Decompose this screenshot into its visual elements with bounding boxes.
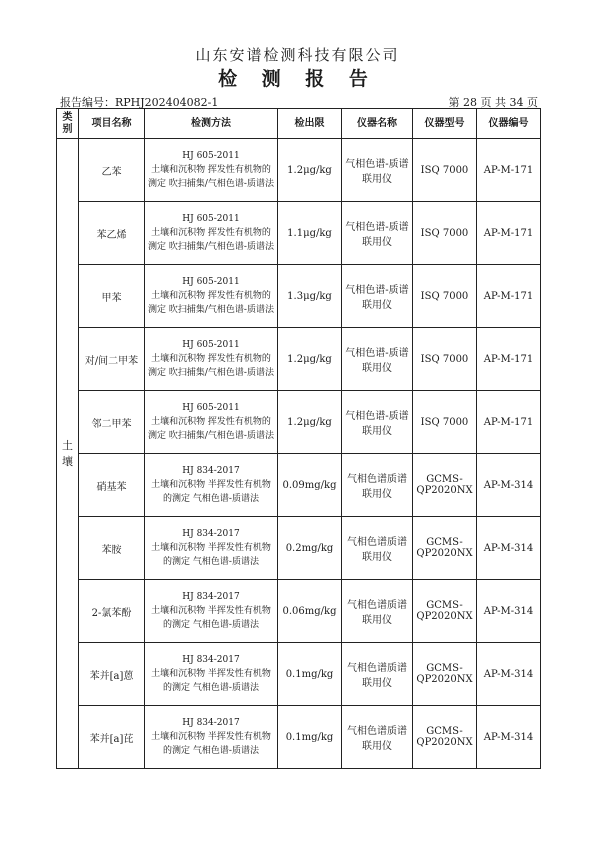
item-name-cell: 邻二甲苯 (79, 391, 145, 454)
table-header-row (57, 109, 541, 139)
column-header: 检测方法 (145, 109, 278, 139)
detection-limit-cell: 1.2μg/kg (278, 139, 342, 202)
method-cell (145, 580, 278, 643)
method-standard: HJ 605-2011 (182, 340, 240, 350)
method-standard: HJ 834-2017 (182, 655, 240, 665)
instrument-name-cell: 气相色谱质谱联用仪 (342, 580, 413, 643)
instrument-code-cell: AP-M-171 (477, 265, 541, 328)
item-name-cell: 2-氯苯酚 (79, 580, 145, 643)
page-indicator: 第 28 页 共 34 页 (448, 96, 538, 109)
instrument-name-cell: 气相色谱质谱联用仪 (342, 517, 413, 580)
instrument-code-cell: AP-M-314 (477, 706, 541, 769)
method-standard: HJ 834-2017 (182, 592, 240, 602)
method-cell (145, 328, 278, 391)
method-description: 土壤和沉积物 挥发性有机物的测定 吹扫捕集/气相色谱-质谱法 (148, 165, 274, 189)
column-header: 仪器名称 (342, 109, 413, 139)
method-standard: HJ 834-2017 (182, 466, 240, 476)
method-standard: HJ 834-2017 (182, 529, 240, 539)
instrument-model-cell: GCMS-QP2020NX (413, 706, 477, 769)
instrument-code-cell: AP-M-171 (477, 328, 541, 391)
instrument-model-cell: ISQ 7000 (413, 328, 477, 391)
method-cell (145, 202, 278, 265)
detection-limit-cell: 0.1mg/kg (278, 643, 342, 706)
item-name-cell: 硝基苯 (79, 454, 145, 517)
instrument-code-cell: AP-M-314 (477, 643, 541, 706)
instrument-model-cell: GCMS-QP2020NX (413, 643, 477, 706)
method-cell (145, 139, 278, 202)
method-description: 土壤和沉积物 挥发性有机物的测定 吹扫捕集/气相色谱-质谱法 (148, 291, 274, 315)
method-standard: HJ 605-2011 (182, 403, 240, 413)
instrument-model-cell: GCMS-QP2020NX (413, 517, 477, 580)
detection-limit-cell: 1.1μg/kg (278, 202, 342, 265)
instrument-name-cell: 气相色谱-质谱联用仪 (342, 391, 413, 454)
table-row (57, 328, 541, 391)
item-name-cell: 对/间二甲苯 (79, 328, 145, 391)
method-description: 土壤和沉积物 半挥发性有机物的测定 气相色谱-质谱法 (151, 543, 271, 567)
seam-stamp-mark (2, 400, 12, 470)
instrument-name-cell: 气相色谱-质谱联用仪 (342, 265, 413, 328)
method-standard: HJ 605-2011 (182, 151, 240, 161)
item-name-cell: 乙苯 (79, 139, 145, 202)
method-description: 土壤和沉积物 挥发性有机物的测定 吹扫捕集/气相色谱-质谱法 (148, 354, 274, 378)
method-standard: HJ 605-2011 (182, 277, 240, 287)
instrument-code-cell: AP-M-314 (477, 517, 541, 580)
table-row (57, 643, 541, 706)
column-header: 项目名称 (79, 109, 145, 139)
detection-limit-cell: 0.09mg/kg (278, 454, 342, 517)
instrument-code-cell: AP-M-171 (477, 202, 541, 265)
column-header: 仪器型号 (413, 109, 477, 139)
method-description: 土壤和沉积物 半挥发性有机物的测定 气相色谱-质谱法 (151, 669, 271, 693)
table-row (57, 139, 541, 202)
item-name-cell: 苯胺 (79, 517, 145, 580)
detection-limit-cell: 1.2μg/kg (278, 391, 342, 454)
instrument-model-cell: ISQ 7000 (413, 391, 477, 454)
instrument-code-cell: AP-M-171 (477, 391, 541, 454)
column-header: 仪器编号 (477, 109, 541, 139)
instrument-name-cell: 气相色谱-质谱联用仪 (342, 328, 413, 391)
report-meta (60, 94, 538, 108)
instrument-name-cell: 气相色谱质谱联用仪 (342, 454, 413, 517)
instrument-name-cell: 气相色谱-质谱联用仪 (342, 202, 413, 265)
category-cell: 土壤 (57, 139, 79, 769)
instrument-model-cell: ISQ 7000 (413, 139, 477, 202)
report-title: 检 测 报 告 (218, 68, 377, 90)
instrument-name-cell: 气相色谱质谱联用仪 (342, 706, 413, 769)
detection-limit-cell: 1.2μg/kg (278, 328, 342, 391)
method-cell (145, 706, 278, 769)
column-header: 检出限 (278, 109, 342, 139)
method-standard: HJ 834-2017 (182, 718, 240, 728)
column-header: 类别 (57, 109, 79, 139)
item-name-cell: 苯并[a]芘 (79, 706, 145, 769)
detection-limit-cell: 1.3μg/kg (278, 265, 342, 328)
table-row (57, 517, 541, 580)
table-row (57, 454, 541, 517)
instrument-model-cell: ISQ 7000 (413, 265, 477, 328)
company-name: 山东安谱检测科技有限公司 (195, 46, 400, 64)
method-description: 土壤和沉积物 半挥发性有机物的测定 气相色谱-质谱法 (151, 732, 271, 756)
table-row (57, 580, 541, 643)
method-cell (145, 391, 278, 454)
detection-limit-cell: 0.06mg/kg (278, 580, 342, 643)
item-name-cell: 苯乙烯 (79, 202, 145, 265)
method-description: 土壤和沉积物 半挥发性有机物的测定 气相色谱-质谱法 (151, 606, 271, 630)
detection-limit-cell: 0.1mg/kg (278, 706, 342, 769)
table-row (57, 706, 541, 769)
table-row (57, 265, 541, 328)
instrument-model-cell: ISQ 7000 (413, 202, 477, 265)
detection-limit-cell: 0.2mg/kg (278, 517, 342, 580)
instrument-code-cell: AP-M-171 (477, 139, 541, 202)
instrument-code-cell: AP-M-314 (477, 580, 541, 643)
instrument-model-cell: GCMS-QP2020NX (413, 454, 477, 517)
instrument-name-cell: 气相色谱-质谱联用仪 (342, 139, 413, 202)
table-row (57, 391, 541, 454)
method-cell (145, 454, 278, 517)
method-description: 土壤和沉积物 挥发性有机物的测定 吹扫捕集/气相色谱-质谱法 (148, 228, 274, 252)
instrument-model-cell: GCMS-QP2020NX (413, 580, 477, 643)
item-name-cell: 甲苯 (79, 265, 145, 328)
test-method-table (56, 108, 541, 769)
report-number: 报告编号：RPHJ202404082-1 (60, 96, 219, 109)
method-cell (145, 517, 278, 580)
instrument-code-cell: AP-M-314 (477, 454, 541, 517)
instrument-name-cell: 气相色谱质谱联用仪 (342, 643, 413, 706)
method-standard: HJ 605-2011 (182, 214, 240, 224)
table-row (57, 202, 541, 265)
method-description: 土壤和沉积物 挥发性有机物的测定 吹扫捕集/气相色谱-质谱法 (148, 417, 274, 441)
method-cell (145, 265, 278, 328)
item-name-cell: 苯并[a]蒽 (79, 643, 145, 706)
method-cell (145, 643, 278, 706)
method-description: 土壤和沉积物 半挥发性有机物的测定 气相色谱-质谱法 (151, 480, 271, 504)
